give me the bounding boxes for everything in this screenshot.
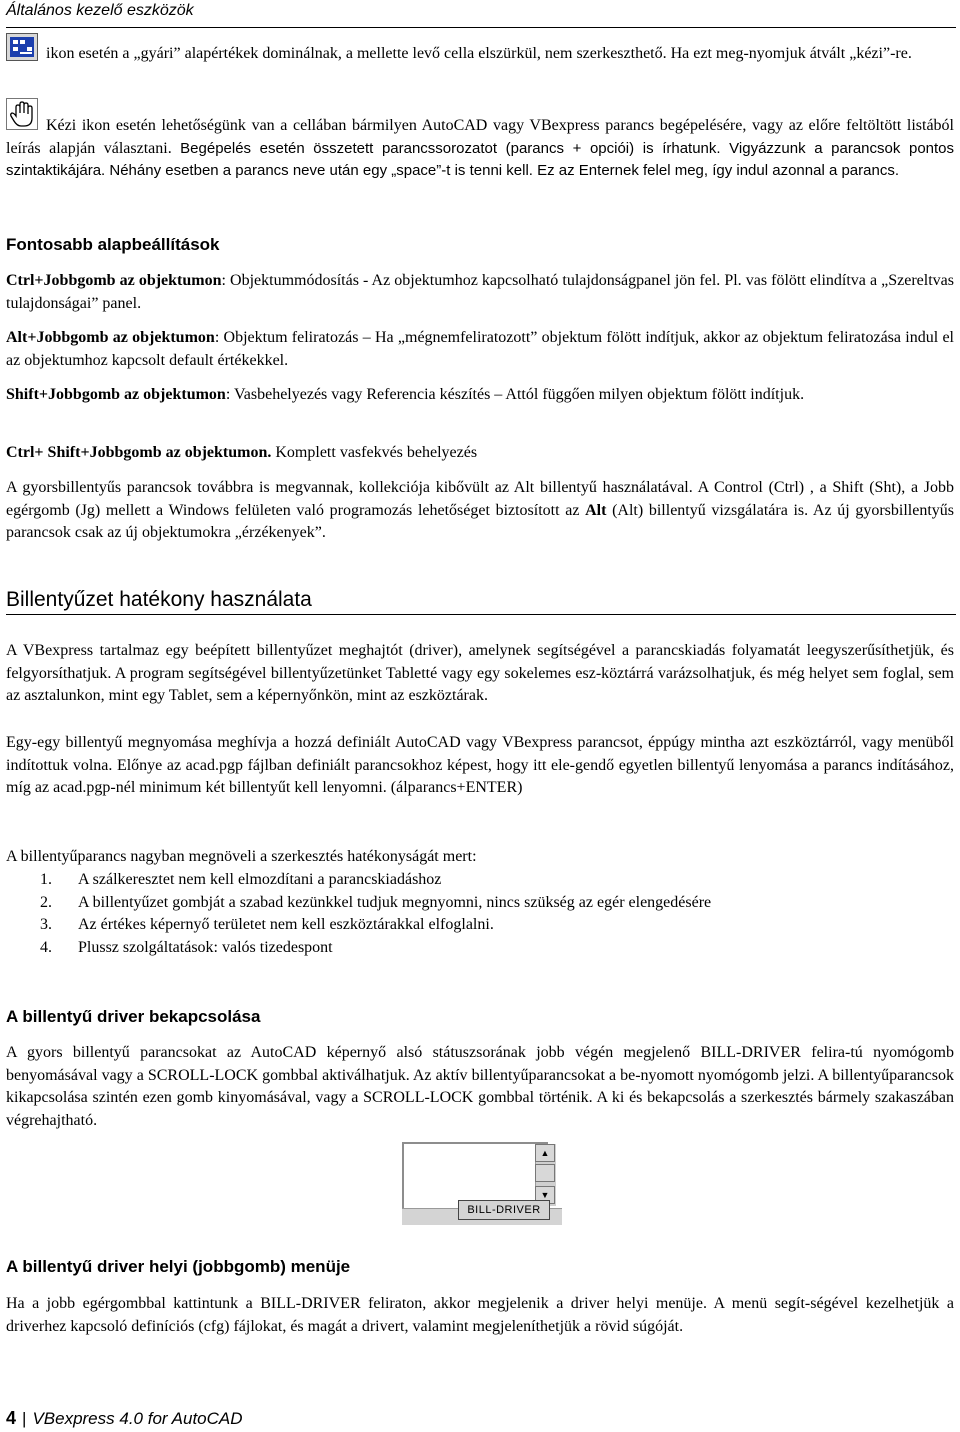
keyboard-paragraph-1: A VBexpress tartalmaz egy beépített billentyűzet meghajtót (driver), amelynek segítségével a parancskiadás folyamatát leegyszerűsíthetjük, és felgyorsíthatjuk. A program segítségével billentyűzetünket Tabletté vagy egy sokelemes esz-köztárrá varázsolhatjuk, és még helyet sem foglal, sem az asztalunkon, mint egy Tablet, sem a képernyőnkön, mint az eszköztárak. [6,642,954,704]
alt-right-click-key: Alt+Jobbgomb az objektumon [6,329,215,346]
ctrl-shift-right-click-text: Komplett vasfekvés behelyezés [271,444,478,461]
driver-on-paragraph: A gyors billentyű parancsokat az AutoCAD képernyő alsó státuszsorának jobb végén megjelenő BILL-DRIVER felira-tú nyomógomb benyomásával vagy a SCROLL-LOCK gombbal aktiválhatjuk. Az aktív billentyűparancsokat a be-nyomott nyomógomb jelzi. A billentyűparancsok kikapcsolása szintén ezen gomb kinyomásával, vagy a SCROLL-LOCK gombbal történik. A ki és bekapcsolás a szerkesztés bármely szakaszában végrehajtható. [6,1044,954,1129]
list-number: 3. [40,916,52,933]
footer-separator: | [22,1409,27,1428]
list-text: A szálkeresztet nem kell elmozdítani a parancskiadáshoz [78,871,442,888]
shift-right-click-text: : Vasbehelyezés vagy Referencia készítés – Attól függően milyen objektum fölött indítjuk. [225,386,805,403]
scroll-down-icon[interactable]: ▼ [535,1186,555,1204]
settings-heading: Fontosabb alapbeállítások [6,235,220,254]
driver-menu-paragraph: Ha a jobb egérgombbal kattintunk a BILL-DRIVER feliraton, akkor megjelenik a driver helyi menüje. A menü segít-ségével kezelhetjük a driverhez kapcsoló definíciós (cfg) fájlokat, és magát a drivert, valamint megjeleníthetjük a rövid súgóját. [6,1295,954,1335]
scroll-thumb-icon[interactable] [535,1164,555,1182]
shortcuts-paragraph [6,477,954,545]
driver-on-heading: A billentyű driver bekapcsolása [6,1007,261,1026]
list-item [6,914,711,937]
keyboard-section-heading: Billentyűzet hatékony használata [6,588,312,611]
shortcuts-alt-key: Alt [585,501,607,519]
manual-icon-text: Kézi ikon esetén lehetőségünk van a cellában bármilyen AutoCAD vagy VBexpress parancs begépelésére, vagy az előre feltöltött listából leírás alapján választani. [6,117,954,157]
list-item [6,892,711,915]
ctrl-right-click-text: : Objektummódosítás - Az objektumhoz kapcsolható tulajdonságpanel jön fel. Pl. vas fölött elindítva a „Szereltvas tulajdonságai” panel. [6,272,954,312]
footer-title: VBexpress 4.0 for AutoCAD [32,1409,243,1428]
ctrl-shift-right-click-paragraph [6,442,954,465]
page-number: 4 [6,1408,17,1428]
list-number: 2. [40,893,52,911]
ctrl-right-click-key: Ctrl+Jobbgomb az objektumon [6,272,222,289]
list-item [6,869,711,892]
list-text: Az értékes képernyő területet nem kell eszköztárakkal elfoglalni. [78,916,494,933]
manual-typing-text: Begépelés esetén összetett parancssorozatot (parancs + opciói) is írhatunk. Vigyázzunk a parancsok pontos szintaktikájára. Néhány esetben a parancs neve után egy „space”-t is tenni kell. Ez az Enternek felel meg, így indul azonnal a parancs. [6,139,955,179]
list-number: 1. [40,871,52,888]
shift-right-click-paragraph [6,384,954,407]
keyboard-section-rule [6,614,956,615]
bill-driver-screenshot [402,1142,560,1224]
running-footer [6,1408,243,1429]
list-item [6,937,711,960]
bill-driver-button[interactable]: BILL-DRIVER [458,1200,550,1220]
benefits-list [6,869,711,959]
alt-right-click-paragraph [6,327,954,372]
driver-menu-heading: A billentyű driver helyi (jobbgomb) menüje [6,1257,351,1276]
default-icon-paragraph: ikon esetén a „gyári” alapértékek dominálnak, a mellette levő cella elszürkül, nem szerkeszthető. Ha ezt meg-nyomjuk átvált „kézi”-re. [46,45,912,62]
shift-right-click-key: Shift+Jobbgomb az objektumon [6,386,226,403]
keyboard-benefits-intro: A billentyűparancs nagyban megnöveli a szerkesztés hatékonyságát mert: [6,848,477,865]
scroll-up-icon[interactable]: ▲ [535,1144,555,1162]
alt-right-click-text: : Objektum feliratozás – Ha „mégnemfeliratozott” objektum fölött indítjuk, akkor az objektum feliratozása indul el az objektumhoz kapcsolt default értékekkel. [6,329,955,369]
drawing-area [402,1142,548,1208]
ctrl-shift-right-click-key: Ctrl+ Shift+Jobbgomb az objektumon. [6,444,272,461]
shortcuts-text-a: A gyorsbillentyűs parancsok továbbra is megvannak, kollekciója kibővült az Alt billentyű használatával. A Control (Ctrl) , a Shift (Sht), a Jobb egérgomb (Jg) mellett a Windows felületen való programozás lehetőséget biztosított az [6,479,954,519]
list-number: 4. [40,938,52,956]
list-text: Plussz szolgáltatások: valós tizedespont [78,938,333,956]
header-rule [6,27,956,28]
list-text: A billentyűzet gombját a szabad kezünkkel tudjuk megnyomni, nincs szükség az egér elengedésére [78,893,712,911]
ctrl-right-click-paragraph [6,270,954,315]
manual-icon-paragraph [6,115,954,183]
keyboard-paragraph-2: Egy-egy billentyű megnyomása meghívja a hozzá definiált AutoCAD vagy VBexpress parancsot, éppúgy mintha azt eszköztárról, vagy menüből indítottuk volna. Előnye az acad.pgp fájlban definiált parancsokhoz képest, hogy itt ele-gendő egyetlen billentyű lenyomása a parancs indításához, míg az acad.pgp-nél minimum két billentyűt kell lenyomni. (álparancs+ENTER) [6,734,954,796]
running-header: Általános kezelő eszközök [6,2,194,19]
shortcuts-text-b: (Alt) billentyű vizsgálatára is. Az új gyorsbillentyűs parancsok csak az új objektumokra „érzékenyek”. [6,501,955,541]
